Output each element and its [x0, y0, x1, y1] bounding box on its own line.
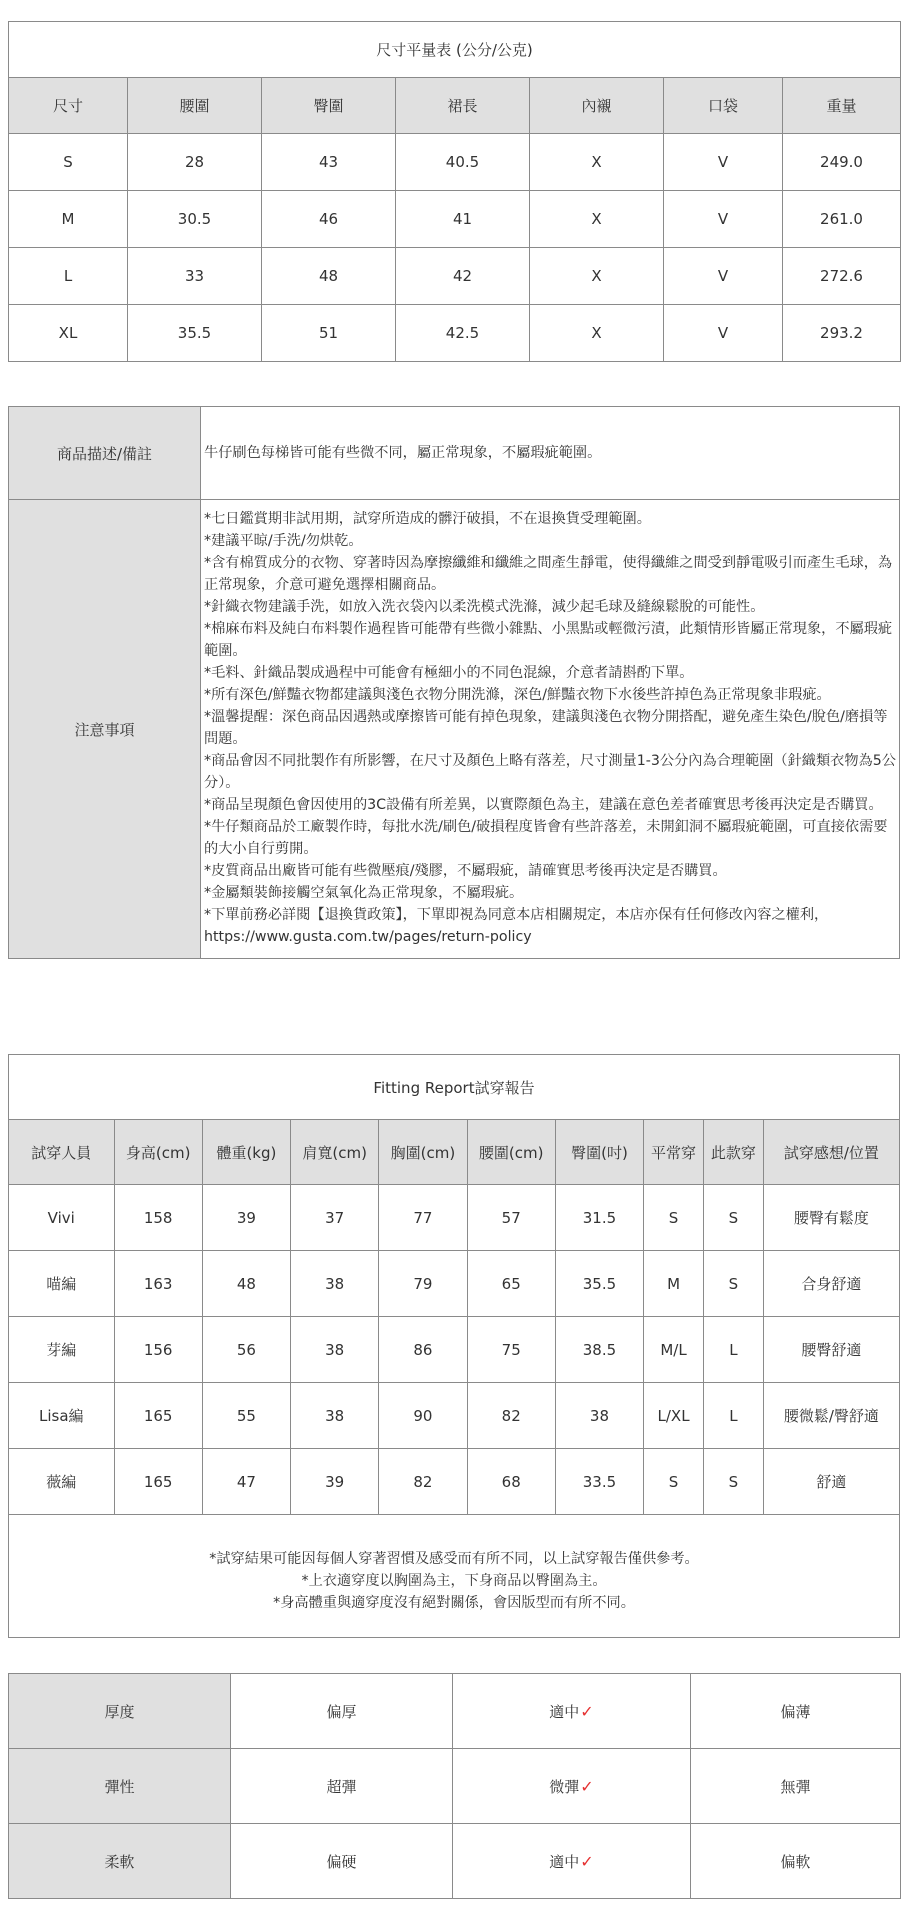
size-cell: X: [530, 191, 664, 248]
fitting-cell: 腰臀有鬆度: [763, 1185, 899, 1251]
texture-option-label: 偏硬: [326, 1852, 357, 1871]
texture-option: [231, 1674, 453, 1749]
fitting-cell: 90: [379, 1383, 467, 1449]
size-header-cell: 裙長: [396, 78, 530, 134]
fitting-header-cell: 此款穿: [703, 1120, 763, 1185]
size-table-row: [9, 191, 901, 248]
size-cell: 28: [128, 134, 262, 191]
fitting-row: [9, 1185, 900, 1251]
fitting-cell: Vivi: [9, 1185, 115, 1251]
fitting-footnote: *上衣適穿度以胸圍為主，下身商品以臀圍為主。: [301, 1573, 607, 1589]
note-item: *牛仔類商品於工廠製作時，每批水洗/刷色/破損程度皆會有些許落差，未開釦洞不屬瑕疵範圍，可直接依需要的大小自行剪開。: [204, 819, 888, 857]
fitting-cell: 56: [202, 1317, 290, 1383]
size-cell: V: [664, 248, 783, 305]
fitting-cell: M: [644, 1251, 704, 1317]
texture-row: [9, 1674, 901, 1749]
texture-option: [691, 1824, 901, 1899]
fitting-cell: L: [703, 1317, 763, 1383]
fitting-cell: 82: [467, 1383, 555, 1449]
fitting-cell: S: [703, 1185, 763, 1251]
texture-row: [9, 1824, 901, 1899]
fitting-header-cell: 體重(kg): [202, 1120, 290, 1185]
fitting-row: [9, 1251, 900, 1317]
description-label: 商品描述/備註: [9, 407, 201, 500]
fitting-cell: 38: [555, 1383, 643, 1449]
texture-option-label: 偏軟: [780, 1852, 811, 1871]
size-header-cell: 臀圍: [262, 78, 396, 134]
fitting-report-table: [8, 1054, 900, 1638]
fitting-cell: S: [644, 1449, 704, 1515]
texture-option-label: 偏厚: [326, 1702, 357, 1721]
size-cell: 249.0: [783, 134, 901, 191]
size-cell: 272.6: [783, 248, 901, 305]
fitting-cell: 38.5: [555, 1317, 643, 1383]
texture-option: [453, 1749, 691, 1824]
fitting-cell: 57: [467, 1185, 555, 1251]
fitting-cell: 158: [114, 1185, 202, 1251]
fitting-cell: S: [644, 1185, 704, 1251]
note-item: *溫馨提醒：深色商品因遇熱或摩擦皆可能有掉色現象，建議與淺色衣物分開搭配，避免產生染色/脫色/磨損等問題。: [204, 709, 888, 747]
size-cell: X: [530, 305, 664, 362]
fitting-cell: 75: [467, 1317, 555, 1383]
fitting-cell: 芽編: [9, 1317, 115, 1383]
size-table-row: [9, 134, 901, 191]
description-text: 牛仔刷色每梯皆可能有些微不同，屬正常現象，不屬瑕疵範圍。: [201, 407, 900, 500]
note-item: *棉麻布料及純白布料製作過程皆可能帶有些微小雜點、小黑點或輕微污漬，此類情形皆屬正常現象，不屬瑕疵範圍。: [204, 621, 893, 659]
note-item: *商品會因不同批製作有所影響，在尺寸及顏色上略有落差，尺寸測量1-3公分內為合理範圍（針織類衣物為5公分）。: [204, 753, 896, 791]
texture-label: 彈性: [9, 1749, 231, 1824]
fitting-cell: 喵編: [9, 1251, 115, 1317]
fitting-row: [9, 1449, 900, 1515]
size-cell: V: [664, 305, 783, 362]
fitting-header-cell: 身高(cm): [114, 1120, 202, 1185]
size-cell: S: [9, 134, 128, 191]
fitting-header-cell: 臀圍(吋): [555, 1120, 643, 1185]
fitting-cell: 65: [467, 1251, 555, 1317]
fitting-cell: 165: [114, 1449, 202, 1515]
texture-option: [691, 1749, 901, 1824]
texture-row: [9, 1749, 901, 1824]
fitting-header-cell: 肩寬(cm): [291, 1120, 379, 1185]
size-table-row: [9, 305, 901, 362]
fitting-cell: 38: [291, 1383, 379, 1449]
size-cell: 33: [128, 248, 262, 305]
fitting-cell: 薇編: [9, 1449, 115, 1515]
fitting-row: [9, 1383, 900, 1449]
fitting-cell: 35.5: [555, 1251, 643, 1317]
size-header-cell: 尺寸: [9, 78, 128, 134]
size-cell: V: [664, 191, 783, 248]
size-cell: 43: [262, 134, 396, 191]
note-item: *含有棉質成分的衣物、穿著時因為摩擦纖維和纖維之間產生靜電，使得纖維之間受到靜電吸引而產生毛球，為正常現象，介意可避免選擇相關商品。: [204, 555, 893, 593]
fitting-cell: L/XL: [644, 1383, 704, 1449]
checkmark-icon: ✓: [580, 1701, 594, 1721]
size-cell: L: [9, 248, 128, 305]
texture-option-label: 超彈: [326, 1777, 357, 1796]
size-cell: X: [530, 134, 664, 191]
note-item: *皮質商品出廠皆可能有些微壓痕/殘膠，不屬瑕疵，請確實思考後再決定是否購買。: [204, 863, 727, 879]
fitting-cell: 82: [379, 1449, 467, 1515]
size-header-cell: 口袋: [664, 78, 783, 134]
fitting-cell: 腰臀舒適: [763, 1317, 899, 1383]
size-cell: 46: [262, 191, 396, 248]
fitting-cell: 79: [379, 1251, 467, 1317]
note-item: *七日鑑賞期非試用期，試穿所造成的髒汙破損，不在退換貨受理範圍。: [204, 511, 651, 527]
fitting-cell: Lisa編: [9, 1383, 115, 1449]
fitting-cell: 86: [379, 1317, 467, 1383]
size-cell: 41: [396, 191, 530, 248]
fitting-cell: 33.5: [555, 1449, 643, 1515]
fitting-cell: 156: [114, 1317, 202, 1383]
size-cell: 51: [262, 305, 396, 362]
size-cell: 293.2: [783, 305, 901, 362]
fitting-header-cell: 試穿人員: [9, 1120, 115, 1185]
size-cell: 48: [262, 248, 396, 305]
fitting-cell: 47: [202, 1449, 290, 1515]
size-cell: XL: [9, 305, 128, 362]
note-item: *針織衣物建議手洗，如放入洗衣袋內以柔洗模式洗滌，減少起毛球及縫線鬆脫的可能性。: [204, 599, 765, 615]
note-item: *建議平晾/手洗/勿烘乾。: [204, 533, 363, 549]
size-cell: X: [530, 248, 664, 305]
size-cell: V: [664, 134, 783, 191]
size-table-row: [9, 248, 901, 305]
size-cell: 40.5: [396, 134, 530, 191]
size-cell: 42: [396, 248, 530, 305]
texture-label: 柔軟: [9, 1824, 231, 1899]
fitting-cell: 163: [114, 1251, 202, 1317]
fitting-header-cell: 試穿感想/位置: [763, 1120, 899, 1185]
description-table: [8, 406, 900, 959]
size-table-title: 尺寸平量表 (公分/公克): [9, 22, 901, 78]
texture-option-label: 偏薄: [780, 1702, 811, 1721]
fitting-cell: 68: [467, 1449, 555, 1515]
fitting-footnote: *身高體重與適穿度沒有絕對關係，會因版型而有所不同。: [273, 1595, 635, 1611]
fitting-cell: 合身舒適: [763, 1251, 899, 1317]
fitting-header-cell: 胸圍(cm): [379, 1120, 467, 1185]
texture-option: [231, 1824, 453, 1899]
texture-option: [691, 1674, 901, 1749]
fitting-cell: 37: [291, 1185, 379, 1251]
fitting-cell: 77: [379, 1185, 467, 1251]
size-header-cell: 內襯: [530, 78, 664, 134]
fitting-cell: 腰微鬆/臀舒適: [763, 1383, 899, 1449]
fitting-cell: S: [703, 1449, 763, 1515]
fitting-cell: 39: [291, 1449, 379, 1515]
fitting-footnote: *試穿結果可能因每個人穿著習慣及感受而有所不同，以上試穿報告僅供參考。: [209, 1551, 699, 1567]
fitting-cell: 舒適: [763, 1449, 899, 1515]
size-cell: 35.5: [128, 305, 262, 362]
notes-label: 注意事項: [9, 500, 201, 959]
fitting-cell: 39: [202, 1185, 290, 1251]
fitting-report-footnotes: [9, 1515, 900, 1638]
fitting-report-title: Fitting Report試穿報告: [9, 1055, 900, 1120]
fitting-header-cell: 平常穿: [644, 1120, 704, 1185]
size-cell: 42.5: [396, 305, 530, 362]
fitting-report-header: [9, 1120, 900, 1185]
fitting-row: [9, 1317, 900, 1383]
texture-label: 厚度: [9, 1674, 231, 1749]
texture-option-label: 微彈: [549, 1777, 580, 1796]
size-table-header: [9, 78, 901, 134]
checkmark-icon: ✓: [580, 1851, 594, 1871]
size-header-cell: 腰圍: [128, 78, 262, 134]
size-cell: 261.0: [783, 191, 901, 248]
fitting-cell: 38: [291, 1251, 379, 1317]
texture-table: [8, 1673, 901, 1899]
size-table: [8, 21, 901, 362]
fitting-cell: 165: [114, 1383, 202, 1449]
fitting-cell: L: [703, 1383, 763, 1449]
size-header-cell: 重量: [783, 78, 901, 134]
texture-option-label: 無彈: [780, 1777, 811, 1796]
size-cell: 30.5: [128, 191, 262, 248]
texture-option: [453, 1674, 691, 1749]
fitting-cell: 31.5: [555, 1185, 643, 1251]
fitting-header-cell: 腰圍(cm): [467, 1120, 555, 1185]
note-item: *金屬類裝飾接觸空氣氧化為正常現象，不屬瑕疵。: [204, 885, 524, 901]
checkmark-icon: ✓: [580, 1776, 594, 1796]
notes-content: [201, 500, 900, 959]
texture-option-label: 適中: [549, 1702, 580, 1721]
fitting-cell: 38: [291, 1317, 379, 1383]
fitting-cell: M/L: [644, 1317, 704, 1383]
fitting-cell: 48: [202, 1251, 290, 1317]
note-item: *商品呈現顏色會因使用的3C設備有所差異，以實際顏色為主，建議在意色差者確實思考後再決定是否購買。: [204, 797, 883, 813]
note-item: *毛料、針織品製成過程中可能會有極細小的不同色混線，介意者請斟酌下單。: [204, 665, 694, 681]
note-item: *下單前務必詳閱【退換貨政策】，下單即視為同意本店相關規定，本店亦保有任何修改內容之權利，https://www.gusta.com.tw/pages/return-policy: [204, 907, 829, 945]
size-cell: M: [9, 191, 128, 248]
note-item: *所有深色/鮮豔衣物都建議與淺色衣物分開洗滌，深色/鮮豔衣物下水後些許掉色為正常現象非瑕疵。: [204, 687, 831, 703]
fitting-cell: 55: [202, 1383, 290, 1449]
texture-option: [453, 1824, 691, 1899]
fitting-cell: S: [703, 1251, 763, 1317]
texture-option-label: 適中: [549, 1852, 580, 1871]
texture-option: [231, 1749, 453, 1824]
